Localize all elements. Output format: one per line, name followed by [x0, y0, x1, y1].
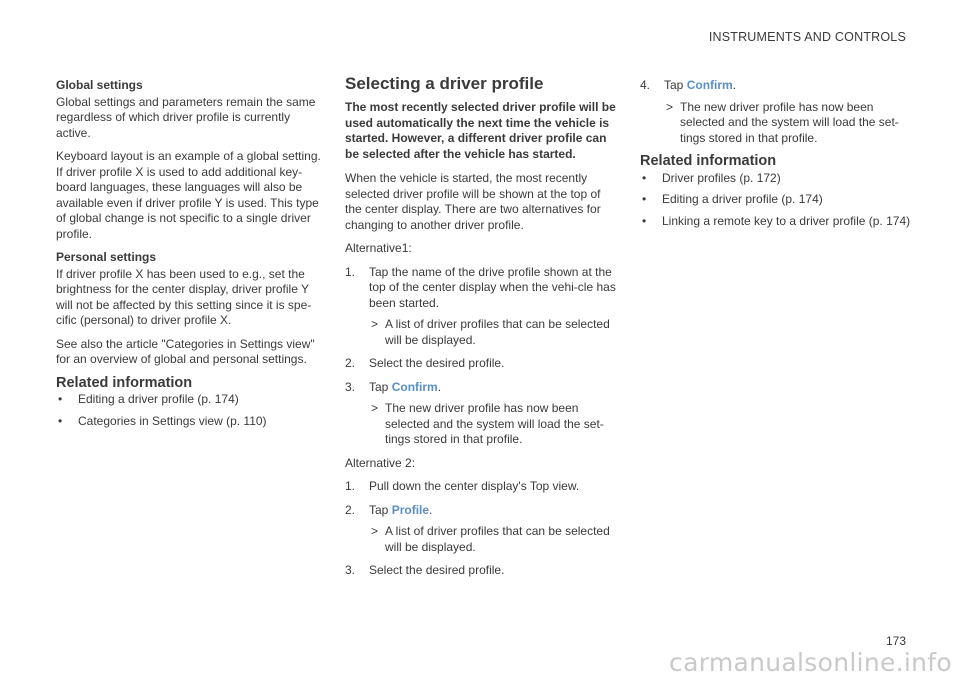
step-item: [345, 380, 620, 396]
global-settings-heading: Global settings: [56, 78, 143, 92]
step-tap-text: Tap: [664, 78, 684, 92]
step-result-text: A list of driver profiles that can be selected will be displayed.: [385, 317, 610, 347]
bullet-icon: •: [642, 192, 647, 206]
step-number: 1.: [345, 479, 356, 493]
alternative-2-label: Alternative 2:: [345, 455, 416, 470]
related-link-item[interactable]: [640, 192, 912, 208]
step-end-punct: .: [732, 78, 737, 92]
step-text: Pull down the center display's Top view.: [369, 479, 580, 493]
column-left: [56, 78, 328, 435]
step-text: Select the desired profile.: [369, 563, 505, 577]
personal-settings-paragraph-2: See also the article "Categories in Settings view" for an overview of global and personal settings.: [56, 336, 315, 366]
step-text: Select the desired profile.: [369, 356, 505, 370]
step-text: Tap the name of the drive profile shown at the top of the center display when the vehi-cle has been started.: [369, 264, 616, 310]
step-item: [345, 265, 620, 312]
result-arrow-icon: >: [371, 524, 379, 538]
step-number: 3.: [345, 563, 356, 577]
column-right: [640, 78, 912, 235]
page-header-title: INSTRUMENTS AND CONTROLS: [708, 30, 906, 44]
related-link-item[interactable]: [640, 171, 912, 187]
result-arrow-icon: >: [371, 401, 379, 415]
related-link-text[interactable]: Driver profiles (p. 172): [662, 170, 781, 185]
step-item: [345, 479, 620, 495]
bullet-icon: •: [58, 392, 63, 406]
step-number: 2.: [345, 502, 356, 517]
step-result-text: A list of driver profiles that can be selected will be displayed.: [385, 524, 610, 554]
bullet-icon: •: [642, 213, 647, 228]
step-result-text: The new driver profile has now been selected and the system will load the set-tings stored in that profile.: [385, 401, 604, 446]
confirm-keyword: Confirm: [686, 78, 733, 92]
result-arrow-icon: >: [666, 99, 674, 114]
personal-settings-heading: Personal settings: [56, 250, 157, 264]
result-arrow-icon: >: [371, 317, 379, 331]
step-result: [345, 524, 620, 555]
step-result: [345, 317, 620, 348]
alternative-1-label: Alternative1:: [345, 241, 412, 255]
related-information-heading: Related information: [640, 153, 777, 169]
column-middle: [345, 74, 620, 587]
confirm-keyword: Confirm: [391, 379, 438, 394]
bullet-icon: •: [58, 413, 63, 428]
step-result: [640, 100, 912, 147]
related-link-text[interactable]: Editing a driver profile (p. 174): [78, 392, 239, 406]
step-result: [345, 401, 620, 448]
step-item: [345, 356, 620, 372]
step-end-punct: .: [437, 379, 442, 394]
step-tap-text: Tap: [369, 379, 389, 394]
step-end-punct: .: [429, 502, 433, 517]
watermark-text: carmanualsonline.info: [669, 648, 952, 677]
related-link-text[interactable]: Editing a driver profile (p. 174): [662, 192, 823, 206]
step-number: 2.: [345, 356, 356, 370]
related-information-heading: Related information: [56, 374, 193, 391]
bullet-icon: •: [642, 170, 647, 185]
step-item: [345, 563, 620, 579]
section-title: Selecting a driver profile: [345, 74, 544, 93]
step-number: 1.: [345, 264, 356, 279]
related-link-item[interactable]: [56, 414, 328, 430]
related-link-text[interactable]: Categories in Settings view (p. 110): [78, 413, 267, 428]
page-number: 173: [885, 634, 906, 648]
global-settings-paragraph-2: Keyboard layout is an example of a global setting. If driver profile X is used to add additional key-board languages, these languages will also be available even if driver profile Y is used. This type of global change is not specific to a single driver profile.: [56, 149, 321, 241]
personal-settings-paragraph-1: If driver profile X has been used to e.g., set the brightness for the center display, driver profile Y will not be affected by this setting since it is spe-cific (personal) to driver profile X.: [56, 266, 312, 327]
step-item: [640, 78, 912, 94]
step-result-text: The new driver profile has now been selected and the system will load the set-tings stored in that profile.: [680, 99, 899, 145]
related-link-item[interactable]: [56, 392, 328, 408]
lead-paragraph: The most recently selected driver profile will be used automatically the next time the vehicle is started. However, a different driver profile can be selected after the vehicle has started.: [345, 100, 616, 161]
global-settings-paragraph-1: Global settings and parameters remain the same regardless of which driver profile is currently active.: [56, 94, 316, 140]
related-link-item[interactable]: [640, 214, 912, 230]
step-number: 4.: [640, 78, 651, 92]
related-link-text[interactable]: Linking a remote key to a driver profile (p. 174): [662, 213, 911, 228]
step-tap-text: Tap: [369, 502, 389, 517]
step-number: 3.: [345, 379, 356, 394]
profile-keyword: Profile: [391, 502, 430, 517]
intro-paragraph: When the vehicle is started, the most recently selected driver profile will be shown at the top of the center display. There are two alternatives for changing to another driver profile.: [345, 171, 601, 232]
step-item: [345, 503, 620, 519]
